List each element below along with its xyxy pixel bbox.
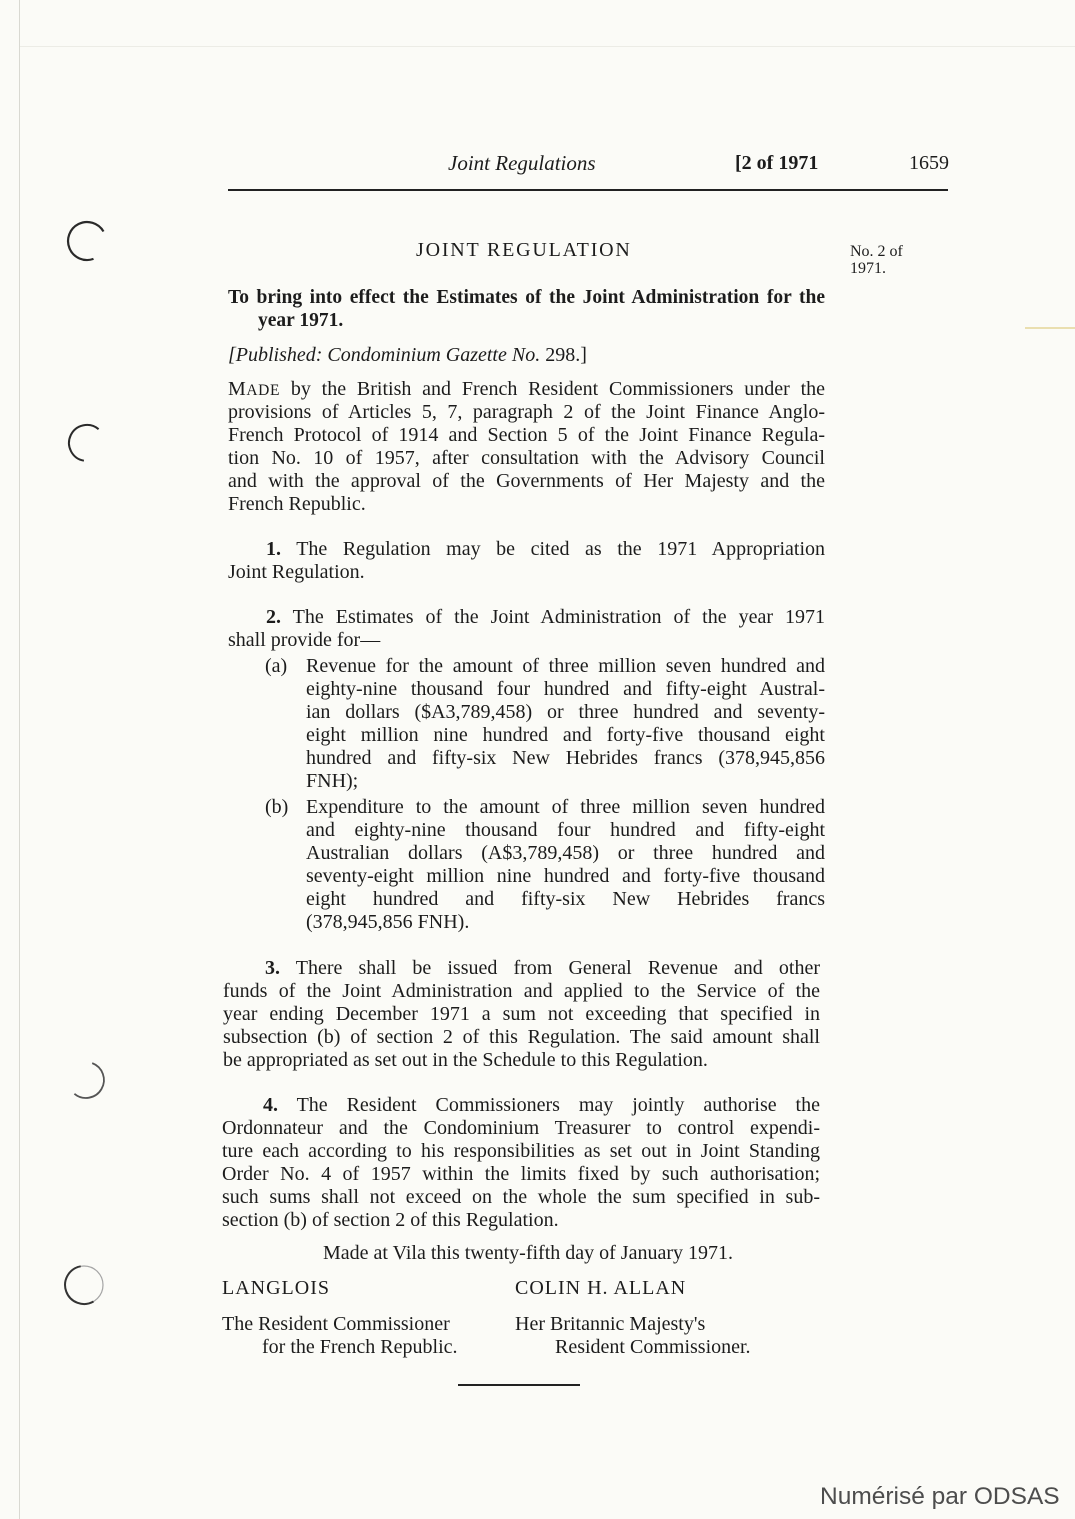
subsection-line: Expenditure to the amount of three million seven hundred xyxy=(306,796,825,818)
subsection-b xyxy=(265,796,825,934)
subsection-line: ian dollars ($A3,789,458) or three hundred and seventy- xyxy=(306,701,825,723)
section-number: 4. xyxy=(263,1094,278,1116)
end-rule xyxy=(458,1384,580,1386)
subsection-line: eighty-nine thousand four hundred and fifty-eight Austral- xyxy=(306,678,825,700)
preamble-line: French Republic. xyxy=(228,493,366,515)
subsection-label: (a) xyxy=(265,655,288,677)
publication-note xyxy=(228,344,587,367)
running-title: Joint Regulations xyxy=(448,151,596,175)
preamble-line: and with the approval of the Governments of Her Majesty and the xyxy=(228,470,825,492)
section-line xyxy=(222,1094,820,1117)
section-line: year ending December 1971 a sum not exceeding that specified in xyxy=(223,1003,820,1025)
subsection-line: (378,945,856 FNH). xyxy=(306,911,470,933)
section-line: Ordonnateur and the Condominium Treasurer to control expendi- xyxy=(222,1117,820,1139)
subsection-line: hundred and fifty-six New Hebrides francs (378,945,856 xyxy=(306,747,825,769)
margin-note-line: No. 2 of xyxy=(850,243,903,260)
page-number: 1659 xyxy=(909,152,949,174)
section-line: such sums shall not exceed on the whole the sum specified in sub- xyxy=(222,1186,820,1208)
punch-holes xyxy=(0,0,140,1519)
title-line: year 1971. xyxy=(258,310,344,331)
subsection-line: seventy-eight million nine hundred and forty-five thousand xyxy=(306,865,825,887)
section-1 xyxy=(228,538,825,584)
punch-hole xyxy=(65,1266,93,1304)
signatory-title-line: Resident Commissioner. xyxy=(555,1336,751,1358)
preamble-lead: MADE xyxy=(228,378,281,400)
signatory-title-line: for the French Republic. xyxy=(262,1336,458,1358)
margin-note-line: 1971. xyxy=(850,260,886,277)
preamble xyxy=(228,378,825,516)
section-2 xyxy=(228,606,825,934)
section-3 xyxy=(223,957,820,1072)
subsection-label: (b) xyxy=(265,796,289,818)
signatory-name: LANGLOIS xyxy=(222,1277,330,1299)
preamble-line xyxy=(228,378,825,401)
section-text: There shall be issued from General Revenue and other xyxy=(295,957,821,979)
publication-source: [Published: Condominium Gazette No. xyxy=(228,344,541,366)
section-text: The Regulation may be cited as the 1971 Appropriation xyxy=(296,538,825,560)
digitization-watermark: Numérisé par ODSAS xyxy=(820,1483,1060,1510)
punch-hole xyxy=(69,425,99,461)
subsection-line: Revenue for the amount of three million seven hundred and xyxy=(306,655,825,677)
punch-hole xyxy=(74,1063,104,1098)
signatory-name: COLIN H. ALLAN xyxy=(515,1277,687,1299)
section-text: The Estimates of the Joint Administration of the year 1971 xyxy=(292,606,825,628)
preamble-line: tion No. 10 of 1957, after consultation with the Advisory Council xyxy=(228,447,825,469)
section-line xyxy=(228,606,825,629)
header-rule xyxy=(228,189,948,191)
signatory-title xyxy=(222,1313,458,1359)
preamble-line: French Protocol of 1914 and Section 5 of the Joint Finance Regula- xyxy=(228,424,825,446)
preamble-line: provisions of Articles 5, 7, paragraph 2 of the Joint Finance Anglo- xyxy=(228,401,825,423)
section-line xyxy=(223,957,820,980)
scan-edge-top xyxy=(20,46,1075,47)
document-heading: JOINT REGULATION xyxy=(416,239,632,261)
margin-note xyxy=(850,243,903,277)
subsection-a xyxy=(265,655,825,793)
title-line: To bring into effect the Estimates of the Joint Administration for the xyxy=(228,287,825,308)
subsection-line: and eighty-nine thousand four hundred and fifty-eight xyxy=(306,819,825,841)
preamble-text: by the British and French Resident Commissioners under the xyxy=(290,378,826,400)
signatory-title xyxy=(515,1313,751,1359)
subsection-line: eight hundred and fifty-six New Hebrides francs xyxy=(306,888,825,910)
section-line: Joint Regulation. xyxy=(228,561,365,583)
section-line: ture each according to his responsibilities as set out in Joint Standing xyxy=(222,1140,820,1162)
section-line: Order No. 4 of 1957 within the limits fixed by such authorisation; xyxy=(222,1163,820,1185)
signatory-title-line: The Resident Commissioner xyxy=(222,1313,450,1335)
section-number: 3. xyxy=(265,957,280,979)
section-line: section (b) of section 2 of this Regulation. xyxy=(222,1209,559,1231)
section-line xyxy=(228,538,825,561)
signatory-title-line: Her Britannic Majesty's xyxy=(515,1313,706,1335)
subsection-line: FNH); xyxy=(306,770,359,792)
section-line: shall provide for— xyxy=(228,629,381,651)
section-text: The Resident Commissioners may jointly authorise the xyxy=(296,1094,820,1116)
section-number: 2. xyxy=(266,606,281,628)
section-line: subsection (b) of section 2 of this Regulation. The said amount shall xyxy=(223,1026,820,1048)
section-line: be appropriated as set out in the Schedule to this Regulation. xyxy=(223,1049,708,1071)
section-4 xyxy=(222,1094,820,1232)
punch-hole xyxy=(68,222,103,260)
section-line: funds of the Joint Administration and applied to the Service of the xyxy=(223,980,820,1002)
publication-number: 298.] xyxy=(545,344,587,366)
subsection-line: eight million nine hundred and forty-five thousand eight xyxy=(306,724,825,746)
regulation-reference: [2 of 1971 xyxy=(735,152,819,174)
section-number: 1. xyxy=(266,538,281,560)
subsection-line: Australian dollars (A$3,789,458) or three hundred and xyxy=(306,842,825,864)
scan-edge-mark xyxy=(1025,327,1075,329)
made-at-statement: Made at Vila this twenty-fifth day of January 1971. xyxy=(323,1242,733,1264)
regulation-title xyxy=(228,286,825,332)
